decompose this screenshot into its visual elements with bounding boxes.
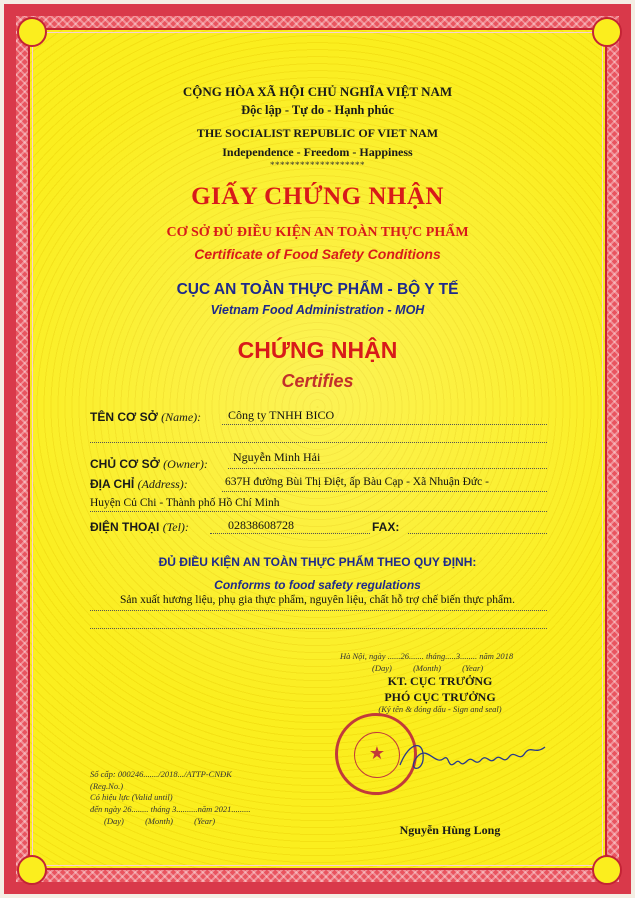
certifies-heading-vi: CHỨNG NHẬN bbox=[237, 337, 398, 363]
conditions-scope: Sản xuất hương liệu, phụ gia thực phẩm, nguyên liệu, chất hỗ trợ chế biến thực phẩm. bbox=[120, 594, 515, 606]
address-label-en: (Address): bbox=[137, 477, 188, 491]
motto-vi: Độc lập - Tự do - Hạnh phúc bbox=[241, 103, 394, 117]
certifies-heading-en: Certifies bbox=[281, 371, 354, 391]
owner-label bbox=[90, 457, 208, 472]
handwritten-signature bbox=[395, 735, 550, 780]
fax-label: FAX: bbox=[372, 520, 400, 534]
corner-ornament bbox=[592, 17, 622, 47]
conditions-title-vi: ĐỦ ĐIỀU KIỆN AN TOÀN THỰC PHẨM THEO QUY ĐỊNH: bbox=[158, 555, 477, 569]
owner-value: Nguyễn Minh Hải bbox=[233, 450, 321, 464]
national-name-vi: CỘNG HÒA XÃ HỘI CHỦ NGHĨA VIỆT NAM bbox=[182, 84, 453, 99]
name-label-vi: TÊN CƠ SỞ bbox=[90, 410, 158, 424]
valid-until-label: Có hiệu lực (Valid until) bbox=[90, 792, 173, 802]
dotted-line bbox=[90, 442, 547, 443]
registration-number-en: (Reg.No.) bbox=[90, 781, 124, 791]
address-label bbox=[90, 477, 188, 492]
tel-label-vi: ĐIỆN THOẠI bbox=[90, 520, 160, 534]
corner-ornament bbox=[17, 17, 47, 47]
registration-number: Số cấp: 000246......./2018.../ATTP-CNĐK bbox=[90, 769, 232, 779]
tel-label-en: (Tel): bbox=[162, 520, 189, 534]
stars-divider: ******************* bbox=[270, 160, 365, 170]
signer-title-1: KT. CỤC TRƯỞNG bbox=[387, 674, 493, 688]
address-line-1: 637H đường Bùi Thị Điệt, ấp Bàu Cạp - Xã Nhuận Đức - bbox=[225, 476, 489, 488]
valid-until-date: đến ngày 26........ tháng 3..........năm 2021......... bbox=[90, 804, 251, 814]
signer-name: Nguyễn Hùng Long bbox=[399, 823, 501, 837]
name-label bbox=[90, 410, 201, 425]
certificate-subtitle-en: Certificate of Food Safety Conditions bbox=[194, 246, 441, 262]
seal-emblem bbox=[354, 732, 400, 778]
dotted-line bbox=[210, 533, 370, 534]
owner-label-vi: CHỦ CƠ SỞ bbox=[90, 457, 160, 471]
dotted-line bbox=[90, 610, 547, 611]
dotted-line bbox=[90, 628, 547, 629]
national-name-en: THE SOCIALIST REPUBLIC OF VIET NAM bbox=[196, 126, 439, 140]
dotted-line bbox=[222, 491, 547, 492]
issue-place-date: Hà Nội, ngày ......26....... tháng.....3........ năm 2018 bbox=[340, 651, 514, 661]
tel-label bbox=[90, 520, 189, 535]
signer-note: (Ký tên & đóng dấu - Sign and seal) bbox=[378, 704, 502, 714]
dotted-line bbox=[408, 533, 547, 534]
agency-name-en: Vietnam Food Administration - MOH bbox=[210, 303, 425, 317]
motto-en: Independence - Freedom - Happiness bbox=[222, 145, 413, 159]
dotted-line bbox=[90, 511, 547, 512]
certificate-title: GIẤY CHỨNG NHẬN bbox=[191, 183, 444, 210]
corner-ornament bbox=[592, 855, 622, 885]
corner-ornament bbox=[17, 855, 47, 885]
address-line-2: Huyện Củ Chi - Thành phố Hồ Chí Minh bbox=[90, 497, 280, 509]
conditions-title-en: Conforms to food safety regulations bbox=[214, 578, 421, 592]
owner-label-en: (Owner): bbox=[163, 457, 208, 471]
certificate-subtitle-vi: CƠ SỞ ĐỦ ĐIỀU KIỆN AN TOÀN THỰC PHẨM bbox=[166, 225, 469, 240]
dotted-line bbox=[222, 424, 547, 425]
name-label-en: (Name): bbox=[161, 410, 202, 424]
valid-date-labels: (Day) (Month) (Year) bbox=[104, 816, 216, 826]
address-label-vi: ĐỊA CHỈ bbox=[90, 477, 135, 491]
dotted-line bbox=[228, 468, 547, 469]
star-icon: ★ bbox=[368, 743, 386, 763]
agency-name-vi: CỤC AN TOÀN THỰC PHẨM - BỘ Y TẾ bbox=[176, 281, 459, 298]
signer-title-2: PHÓ CỤC TRƯỞNG bbox=[384, 690, 496, 704]
tel-value: 02838608728 bbox=[228, 518, 294, 532]
issue-date-labels: (Day) (Month) (Year) bbox=[372, 663, 484, 673]
name-value: Công ty TNHH BICO bbox=[228, 408, 335, 422]
